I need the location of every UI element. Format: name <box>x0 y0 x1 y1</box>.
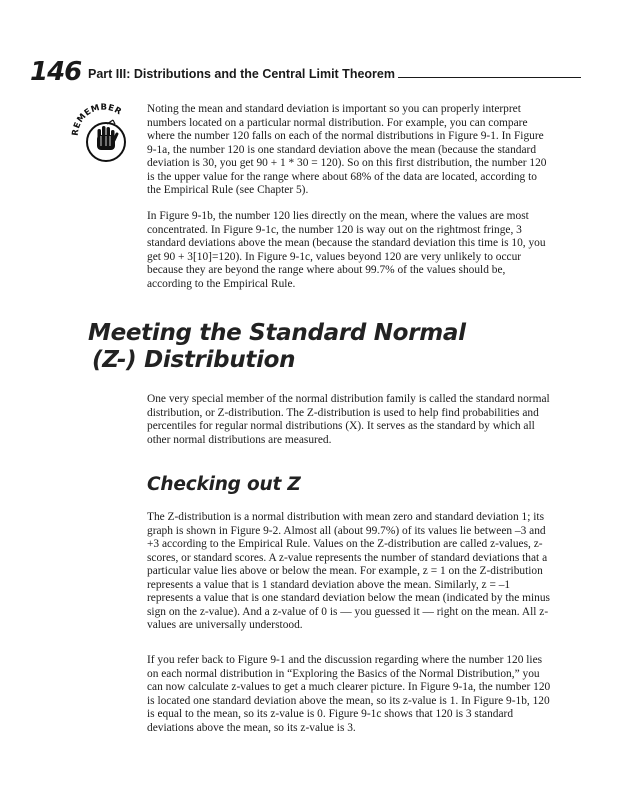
paragraph-z-distribution <box>147 511 552 633</box>
paragraph-text: If you refer back to Figure 9-1 and the discussion regarding where the number 120 lies on each normal distribution in “Exploring the Basics of the Normal Distribution,” you can now calculate z-values to get a much clearer picture. In Figure 9-1a, the number 120 is located one standard deviation above the mean, so its z-value is 1. In Figure 9-1b, 120 is equal to the mean, so its z-value is 0. Figure 9-1c shows that 120 is 3 standard deviations above the mean, so its z-value is 3. <box>147 654 551 734</box>
running-head: Part III: Distributions and the Central Limit Theorem <box>88 67 395 81</box>
paragraph-empirical-rule <box>147 103 552 198</box>
paragraph-standard-normal-intro <box>147 393 552 447</box>
paragraph-text: Noting the mean and standard deviation is important so you can properly interpret numbers located on a particular normal distribution. For example, you can compare where the number 120 falls on each of the normal distributions in Figure 9-1. In Figure 9-1a, the number 120 is one standard deviation above the mean (because the standard deviation is 30, you get 90 + 1 * 30 = 120). So on this first distribution, the number 120 is the upper value for the range where about 68% of the data are located, according to the Empirical Rule (see Chapter 5). <box>147 103 547 196</box>
section-heading-line-1: Meeting the Standard Normal <box>88 320 466 346</box>
remember-label: REMEMBER <box>70 102 124 137</box>
page-number: 146 <box>30 57 82 87</box>
paragraph-text: The Z-distribution is a normal distribution with mean zero and standard deviation 1; its graph is shown in Figure 9-2. Almost all (about 99.7%) of its values lie between –3 and +3 according to the Empirical Rule. Values on the Z-distribution are called z-values, z-scores, or standard scores. A z-value represents the number of standard deviations that a particular value lies above or below the mean. For example, z = 1 on the Z-distribution represents a value that is 1 standard deviation above the mean. Similarly, z = –1 represents a value that is one standard deviation below the mean (indicated by the minus sign on the z-value). And a z-value of 0 is — you guessed it — right on the mean. All z-values are universally understood. <box>147 511 550 631</box>
subsection-heading: Checking out Z <box>147 474 301 495</box>
paragraph-text: In Figure 9-1b, the number 120 lies directly on the mean, where the values are most concentrated. In Figure 9-1c, the number 120 is way out on the rightmost fringe, 3 standard deviations above the mean (because the standard deviation this time is 10, you get 90 + 3[10]=120). In Figure 9-1c, values beyond 120 are very unlikely to occur because they are beyond the range where about 99.7% of the values should be, according to the Empirical Rule. <box>147 210 546 290</box>
remember-icon <box>70 102 138 164</box>
paragraph-figure-comparison <box>147 210 552 291</box>
page-header <box>30 58 555 88</box>
paragraph-z-values-example <box>147 654 552 735</box>
section-heading <box>88 320 508 374</box>
section-heading-line-2: (Z-) Distribution <box>92 347 296 373</box>
paragraph-text: One very special member of the normal distribution family is called the standard normal distribution, or Z-distribution. The Z-distribution is used to help find probabilities and percentiles for regular normal distributions (X). It serves as the standard by which all other normal distributions are measured. <box>147 393 550 446</box>
header-rule <box>398 77 581 78</box>
